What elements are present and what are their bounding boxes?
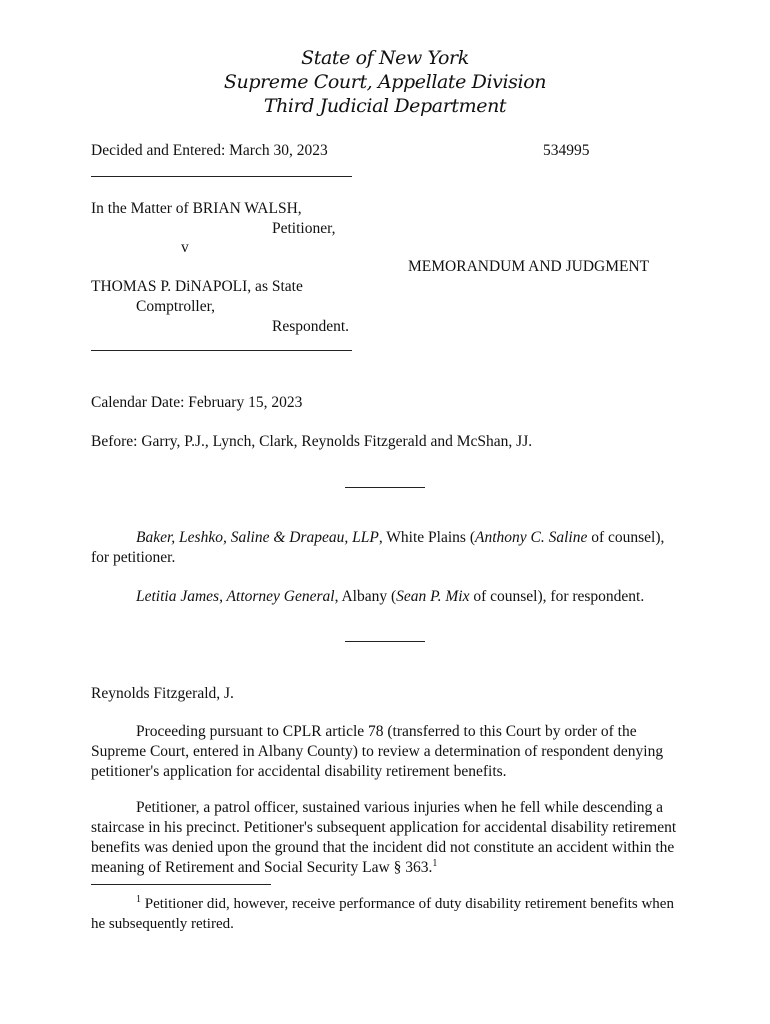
petitioner-law-firm: Baker, Leshko, Saline & Drapeau, LLP bbox=[136, 529, 379, 546]
counsel-for-petitioner: Baker, Leshko, Saline & Drapeau, LLP, White Plains (Anthony C. Saline of counsel), for petitioner. bbox=[91, 529, 665, 566]
footnote-separator bbox=[91, 884, 271, 885]
footnote-number: 1 bbox=[136, 894, 141, 905]
caption-top-rule bbox=[91, 176, 352, 177]
court-state-heading: State of New York bbox=[301, 47, 469, 69]
respondent-attorney: Sean P. Mix bbox=[396, 588, 470, 605]
respondent-name-line2: Comptroller, bbox=[136, 298, 216, 315]
section-divider bbox=[345, 641, 425, 642]
court-department-heading: Third Judicial Department bbox=[263, 95, 507, 117]
versus-label: v bbox=[181, 239, 189, 256]
petitioner-attorney: Anthony C. Saline bbox=[474, 529, 588, 546]
counsel-for-respondent: Letitia James, Attorney General, Albany (Sean P. Mix of counsel), for respondent. bbox=[136, 588, 645, 605]
calendar-date: Calendar Date: February 15, 2023 bbox=[91, 394, 303, 411]
respondent-name-line1: THOMAS P. DiNAPOLI, as State bbox=[91, 278, 303, 295]
document-type: MEMORANDUM AND JUDGMENT bbox=[408, 258, 650, 275]
respondent-role: Respondent. bbox=[272, 318, 350, 335]
decided-entered-date: Decided and Entered: March 30, 2023 bbox=[91, 142, 328, 159]
petitioner-role: Petitioner, bbox=[272, 220, 336, 237]
before-justices: Before: Garry, P.J., Lynch, Clark, Reynolds Fitzgerald and McShan, JJ. bbox=[91, 433, 533, 450]
section-divider bbox=[345, 487, 425, 488]
court-division-heading: Supreme Court, Appellate Division bbox=[223, 71, 547, 93]
footnote-reference[interactable]: 1 bbox=[432, 857, 438, 869]
opinion-paragraph-2: Petitioner, a patrol officer, sustained various injuries when he fell while descending a staircase in his precinct. Petitioner's subsequent application for accidental disability retirement benefits was denied upon the ground that the incident did not constitute an accident within the meaning of Retirement and Social Security Law § 363.$^1$ bbox=[91, 799, 677, 876]
matter-petitioner-name: In the Matter of BRIAN WALSH, bbox=[91, 200, 302, 217]
respondent-office: Letitia James, Attorney General bbox=[136, 588, 335, 605]
footnote-1: $^1$ Petitioner did, however, receive performance of duty disability retirement benefits when he subsequently retired. bbox=[91, 894, 674, 932]
opinion-author: Reynolds Fitzgerald, J. bbox=[91, 685, 234, 702]
opinion-paragraph-1: Proceeding pursuant to CPLR article 78 (transferred to this Court by order of the Supreme Court, entered in Albany County) to review a determination of respondent denying petitioner's application for accidental disability retirement benefits. bbox=[91, 723, 664, 780]
caption-bottom-rule bbox=[91, 350, 352, 351]
docket-number: 534995 bbox=[543, 142, 590, 159]
